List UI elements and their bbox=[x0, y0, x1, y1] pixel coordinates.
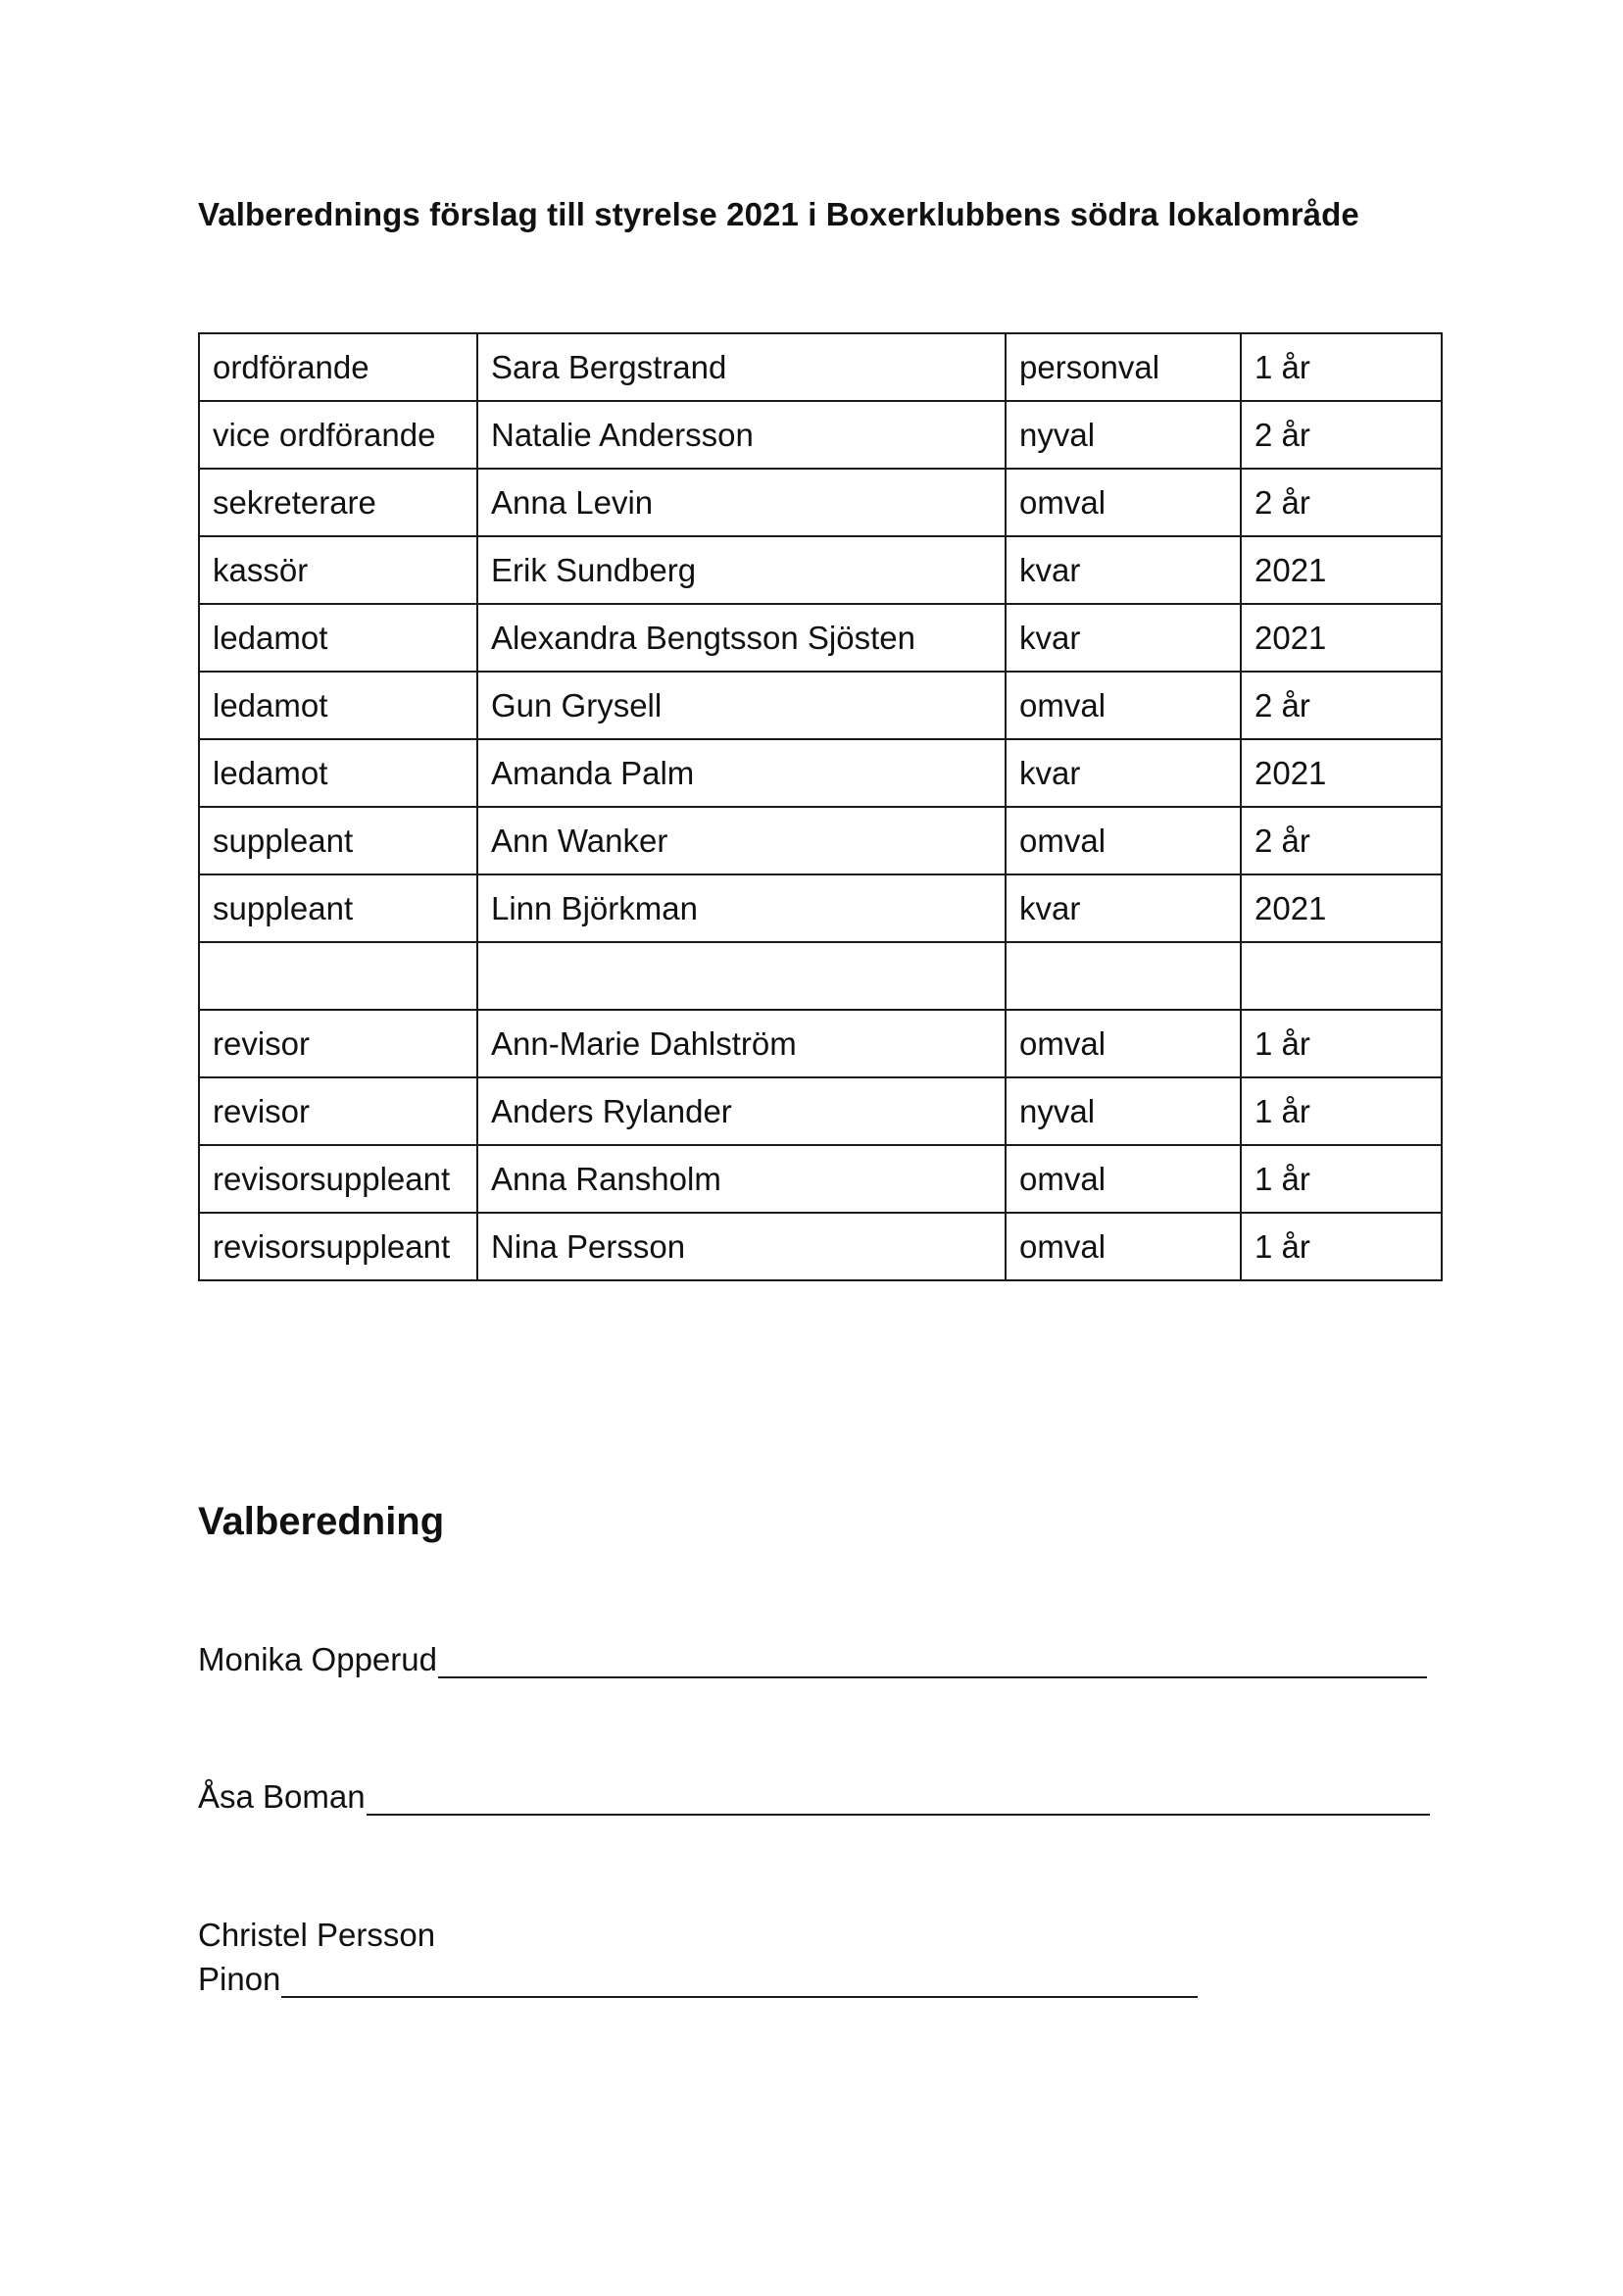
term-cell: 2021 bbox=[1241, 604, 1442, 672]
role-cell: ledamot bbox=[199, 739, 477, 807]
table-row bbox=[199, 469, 1442, 536]
name-cell: Sara Bergstrand bbox=[477, 333, 1006, 401]
name-cell: Gun Grysell bbox=[477, 672, 1006, 739]
name-cell: Nina Persson bbox=[477, 1213, 1006, 1280]
term-cell: 2021 bbox=[1241, 739, 1442, 807]
table-row bbox=[199, 739, 1442, 807]
signatory-name: Åsa Boman bbox=[198, 1778, 366, 1815]
election-type-cell: kvar bbox=[1006, 536, 1241, 604]
name-cell: Anna Levin bbox=[477, 469, 1006, 536]
election-type-cell: omval bbox=[1006, 469, 1241, 536]
name-cell: Anders Rylander bbox=[477, 1077, 1006, 1145]
name-cell bbox=[477, 942, 1006, 1010]
term-cell: 1 år bbox=[1241, 333, 1442, 401]
role-cell: revisorsuppleant bbox=[199, 1145, 477, 1213]
role-cell: suppleant bbox=[199, 807, 477, 874]
role-cell bbox=[199, 942, 477, 1010]
election-type-cell: kvar bbox=[1006, 739, 1241, 807]
role-cell: revisorsuppleant bbox=[199, 1213, 477, 1280]
table-row bbox=[199, 1010, 1442, 1077]
signature-row bbox=[198, 1778, 1430, 1816]
name-cell: Anna Ransholm bbox=[477, 1145, 1006, 1213]
name-cell: Ann-Marie Dahlström bbox=[477, 1010, 1006, 1077]
term-cell: 1 år bbox=[1241, 1145, 1442, 1213]
role-cell: revisor bbox=[199, 1010, 477, 1077]
election-type-cell: personval bbox=[1006, 333, 1241, 401]
election-type-cell: omval bbox=[1006, 807, 1241, 874]
board-proposal-table bbox=[198, 332, 1443, 1281]
election-type-cell: kvar bbox=[1006, 604, 1241, 672]
term-cell: 2 år bbox=[1241, 401, 1442, 469]
table-row bbox=[199, 874, 1442, 942]
election-type-cell: omval bbox=[1006, 1010, 1241, 1077]
name-cell: Amanda Palm bbox=[477, 739, 1006, 807]
signature-line bbox=[367, 1780, 1430, 1816]
signature-row bbox=[198, 1641, 1427, 1678]
election-type-cell: omval bbox=[1006, 672, 1241, 739]
table-row bbox=[199, 604, 1442, 672]
term-cell bbox=[1241, 942, 1442, 1010]
name-cell: Alexandra Bengtsson Sjösten bbox=[477, 604, 1006, 672]
name-cell: Natalie Andersson bbox=[477, 401, 1006, 469]
term-cell: 2 år bbox=[1241, 469, 1442, 536]
table-row-empty bbox=[199, 942, 1442, 1010]
table-row bbox=[199, 536, 1442, 604]
role-cell: kassör bbox=[199, 536, 477, 604]
term-cell: 1 år bbox=[1241, 1077, 1442, 1145]
signature-row bbox=[198, 1961, 1198, 1998]
committee-heading: Valberedning bbox=[198, 1500, 445, 1543]
table-row bbox=[199, 401, 1442, 469]
table-row bbox=[199, 1213, 1442, 1280]
name-cell: Linn Björkman bbox=[477, 874, 1006, 942]
election-type-cell: omval bbox=[1006, 1145, 1241, 1213]
name-cell: Ann Wanker bbox=[477, 807, 1006, 874]
signature-line bbox=[438, 1643, 1427, 1678]
election-type-cell: nyval bbox=[1006, 401, 1241, 469]
name-cell: Erik Sundberg bbox=[477, 536, 1006, 604]
signatory-name: Monika Opperud bbox=[198, 1641, 437, 1677]
role-cell: sekreterare bbox=[199, 469, 477, 536]
signature-line bbox=[281, 1963, 1198, 1998]
term-cell: 1 år bbox=[1241, 1213, 1442, 1280]
term-cell: 1 år bbox=[1241, 1010, 1442, 1077]
election-type-cell: kvar bbox=[1006, 874, 1241, 942]
document-title: Valberednings förslag till styrelse 2021 i Boxerklubbens södra lokalområde bbox=[198, 196, 1359, 232]
role-cell: vice ordförande bbox=[199, 401, 477, 469]
signatory-name-line2: Pinon bbox=[198, 1961, 281, 1997]
term-cell: 2 år bbox=[1241, 807, 1442, 874]
signatory-name-line1: Christel Persson bbox=[198, 1917, 436, 1953]
term-cell: 2 år bbox=[1241, 672, 1442, 739]
role-cell: revisor bbox=[199, 1077, 477, 1145]
term-cell: 2021 bbox=[1241, 536, 1442, 604]
role-cell: suppleant bbox=[199, 874, 477, 942]
role-cell: ledamot bbox=[199, 604, 477, 672]
role-cell: ledamot bbox=[199, 672, 477, 739]
table-row bbox=[199, 1145, 1442, 1213]
election-type-cell bbox=[1006, 942, 1241, 1010]
table-row bbox=[199, 333, 1442, 401]
role-cell: ordförande bbox=[199, 333, 477, 401]
table-row bbox=[199, 672, 1442, 739]
election-type-cell: nyval bbox=[1006, 1077, 1241, 1145]
election-type-cell: omval bbox=[1006, 1213, 1241, 1280]
table-row bbox=[199, 1077, 1442, 1145]
term-cell: 2021 bbox=[1241, 874, 1442, 942]
table-row bbox=[199, 807, 1442, 874]
